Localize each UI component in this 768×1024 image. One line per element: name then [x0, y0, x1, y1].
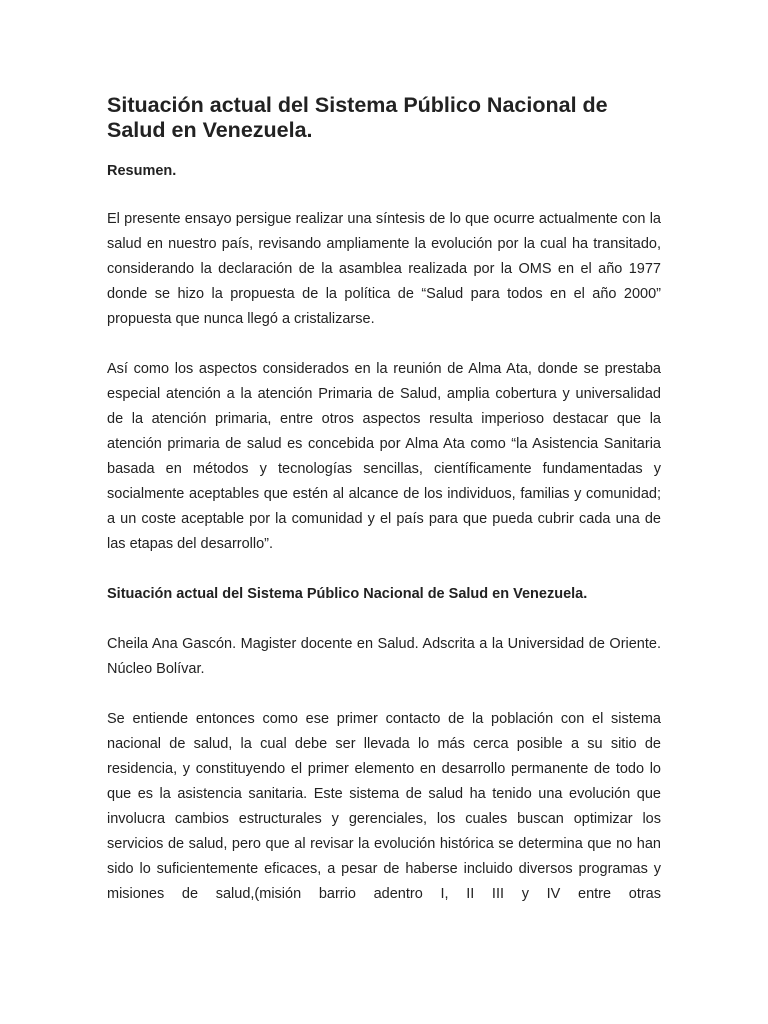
paragraph-intro: El presente ensayo persigue realizar una síntesis de lo que ocurre actualmente con la salud en nuestro país, revisando ampliamente la evolución por la cual ha transitado, considerando la declaración de la asamblea realizada por la OMS en el año 1977 donde se hizo la propuesta de la política de “Salud para todos en el año 2000” propuesta que nunca llegó a cristalizarse. — [107, 211, 661, 327]
paragraph-alma-ata: Así como los aspectos considerados en la reunión de Alma Ata, donde se prestaba especial atención a la atención Primaria de Salud, amplia cobertura y universalidad de la atención primaria, entre otros aspectos resulta imperioso destacar que la atención primaria de salud es concebida por Alma Ata como “la Asistencia Sanitaria basada en métodos y tecnologías sencillas, científicamente fundamentadas y socialmente aceptables que estén al alcance de los individuos, familias y comunidad; a un coste aceptable por la comunidad y el país para que pueda cubrir cada una de las etapas del desarrollo”. — [107, 361, 661, 552]
section-heading: Situación actual del Sistema Público Nacional de Salud en Venezuela. — [107, 586, 588, 602]
paragraph-health-system: Se entiende entonces como ese primer contacto de la población con el sistema nacional de salud, la cual debe ser llevada lo más cerca posible a su sitio de residencia, y constituyendo el primer elemento en desarrollo permanente de todo lo que es la asistencia sanitaria. Este sistema de salud ha tenido una evolución que involucra cambios estructurales y gerenciales, los cuales buscan optimizar los servicios de salud, pero que al revisar la evolución histórica se determina que no han sido lo suficientemente eficaces, a pesar de haberse incluido diversos programas y misiones de salud,(misión barrio adentro I, II III y IV entre otras — [107, 711, 661, 902]
document-page — [107, 93, 661, 907]
summary-heading: Resumen. — [107, 163, 177, 179]
document-title: Situación actual del Sistema Público Nacional de Salud en Venezuela. — [107, 93, 608, 142]
author-line: Cheila Ana Gascón. Magister docente en Salud. Adscrita a la Universidad de Oriente. Núcleo Bolívar. — [107, 636, 661, 677]
